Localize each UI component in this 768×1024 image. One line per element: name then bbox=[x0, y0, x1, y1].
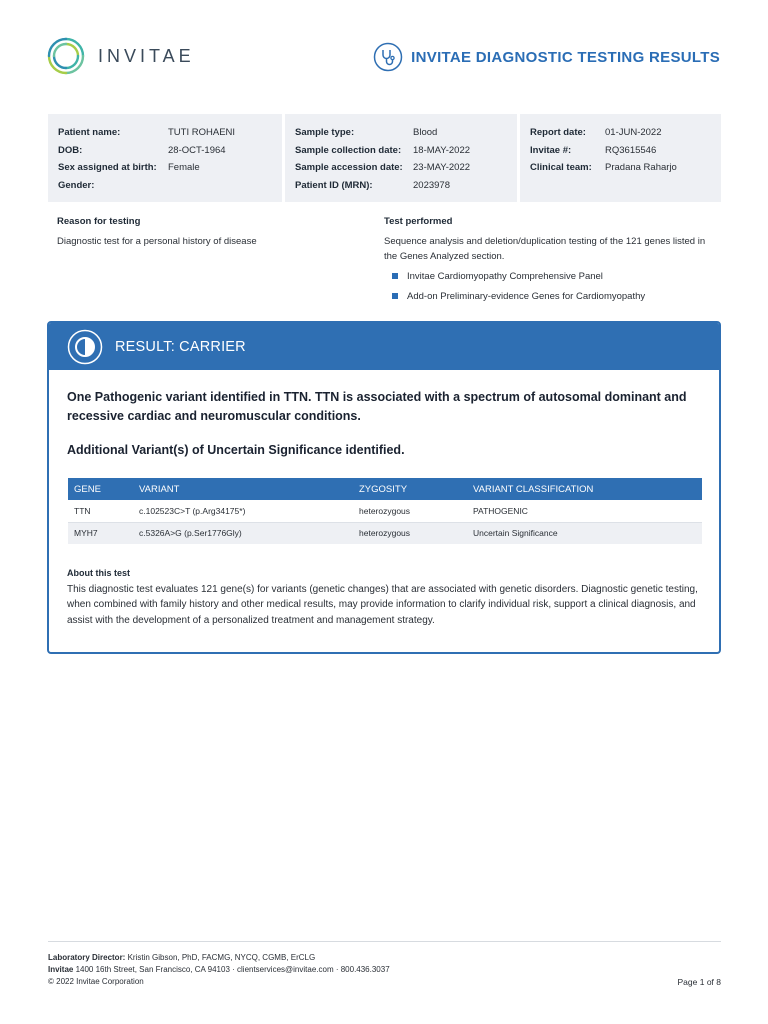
info-row bbox=[58, 177, 272, 195]
info-label: Invitae #: bbox=[530, 144, 572, 156]
patient-info-panel bbox=[48, 114, 721, 202]
classification-cell: PATHOGENIC bbox=[467, 500, 702, 522]
info-row bbox=[530, 142, 711, 160]
gene-cell: MYH7 bbox=[68, 522, 133, 544]
bullet-square-icon bbox=[392, 273, 398, 279]
invitae-logo bbox=[46, 36, 195, 76]
info-row bbox=[58, 142, 272, 160]
info-row bbox=[295, 142, 507, 160]
logo-wordmark: INVITAE bbox=[98, 45, 195, 66]
column-header: VARIANT bbox=[133, 478, 353, 500]
info-value: Female bbox=[168, 162, 200, 173]
column-header: ZYGOSITY bbox=[353, 478, 467, 500]
info-label: Report date: bbox=[530, 127, 586, 138]
additional-finding: Additional Variant(s) of Uncertain Significance identified. bbox=[67, 443, 405, 457]
panel-item bbox=[384, 266, 714, 286]
gene-cell: TTN bbox=[68, 500, 133, 522]
zygosity-cell: heterozygous bbox=[353, 500, 467, 522]
report-title bbox=[373, 42, 720, 72]
table-header-row bbox=[68, 478, 702, 500]
patient-info-column bbox=[48, 114, 282, 202]
variant-cell: c.102523C>T (p.Arg34175*) bbox=[133, 500, 353, 522]
panel-name: Invitae Cardiomyopathy Comprehensive Panel bbox=[407, 270, 603, 282]
test-performed-label: Test performed bbox=[384, 216, 453, 227]
copyright: © 2022 Invitae Corporation bbox=[48, 977, 144, 986]
company-label: Invitae bbox=[48, 965, 74, 974]
info-value: Pradana Raharjo bbox=[605, 162, 677, 173]
info-row bbox=[58, 159, 272, 177]
stethoscope-icon bbox=[373, 42, 403, 72]
info-label: Sex assigned at birth: bbox=[58, 162, 157, 173]
test-performed-text: Sequence analysis and deletion/duplication testing of the 121 genes listed in the Genes Analyzed section. bbox=[384, 236, 706, 262]
reason-text: Diagnostic test for a personal history of disease bbox=[57, 236, 257, 247]
company-line bbox=[48, 964, 721, 976]
carrier-half-circle-icon bbox=[67, 329, 103, 365]
variant-cell: c.5326A>G (p.Ser1776Gly) bbox=[133, 522, 353, 544]
info-label: DOB: bbox=[58, 144, 83, 156]
panel-list bbox=[384, 266, 714, 306]
info-value: RQ3615546 bbox=[605, 144, 657, 156]
info-row bbox=[295, 177, 507, 195]
info-value: 01-JUN-2022 bbox=[605, 127, 662, 138]
bullet-square-icon bbox=[392, 293, 398, 299]
result-header bbox=[49, 323, 719, 370]
reason-label: Reason for testing bbox=[57, 216, 141, 227]
info-row bbox=[295, 124, 507, 142]
info-label: Sample collection date: bbox=[295, 144, 402, 156]
about-text: This diagnostic test evaluates 121 gene(s) for variants (genetic changes) that are associated with genetic disorders. Diagnostic genetic testing, when combined with family history and other medical results, may provide information to clarify individual risk, support a clinical diagnosis, and assist with the development of a personalized treatment and management strategy. bbox=[67, 583, 698, 626]
about-label: About this test bbox=[67, 567, 130, 578]
panel-name: Add-on Preliminary-evidence Genes for Cardiomyopathy bbox=[407, 290, 646, 302]
info-value: 23-MAY-2022 bbox=[413, 162, 471, 173]
info-row bbox=[58, 124, 272, 142]
variant-table bbox=[68, 478, 702, 545]
info-value: 2023978 bbox=[413, 179, 450, 191]
test-performed bbox=[384, 216, 714, 306]
report-title-text: INVITAE DIAGNOSTIC TESTING RESULTS bbox=[411, 48, 720, 66]
panel-item bbox=[384, 286, 714, 306]
classification-cell: Uncertain Significance bbox=[467, 522, 702, 544]
info-label: Sample accession date: bbox=[295, 162, 403, 173]
company-value: 1400 16th Street, San Francisco, CA 94103 · clientservices@invitae.com · 800.436.3037 bbox=[75, 965, 390, 974]
reason-for-testing bbox=[57, 216, 367, 249]
info-row bbox=[295, 159, 507, 177]
table-row bbox=[68, 522, 702, 544]
info-value: 18-MAY-2022 bbox=[413, 144, 471, 156]
director-value: Kristin Gibson, PhD, FACMG, NYCQ, CGMB, ErCLG bbox=[127, 953, 316, 962]
info-value: TUTI ROHAENI bbox=[168, 127, 236, 138]
about-this-test bbox=[67, 568, 701, 629]
sample-info-column bbox=[285, 114, 517, 202]
result-box bbox=[47, 321, 721, 654]
director-label: Laboratory Director: bbox=[48, 953, 126, 962]
info-label: Patient ID (MRN): bbox=[295, 179, 373, 191]
info-value: Blood bbox=[413, 127, 438, 138]
column-header: GENE bbox=[68, 478, 133, 500]
invitae-swirl-icon bbox=[46, 36, 86, 76]
zygosity-cell: heterozygous bbox=[353, 522, 467, 544]
result-body bbox=[49, 370, 719, 628]
table-row bbox=[68, 500, 702, 522]
report-header bbox=[0, 0, 768, 112]
info-label: Clinical team: bbox=[530, 162, 592, 173]
director-line bbox=[48, 952, 721, 964]
info-label: Patient name: bbox=[58, 127, 121, 138]
result-title: RESULT: CARRIER bbox=[115, 338, 246, 355]
info-label: Gender: bbox=[58, 179, 95, 191]
primary-finding: One Pathogenic variant identified in TTN. TTN is associated with a spectrum of autosomal dominant and recessive cardiac and neuromuscular conditions. bbox=[67, 390, 687, 423]
info-row bbox=[530, 159, 711, 177]
page-footer bbox=[48, 941, 721, 988]
column-header: VARIANT CLASSIFICATION bbox=[467, 478, 702, 500]
info-label: Sample type: bbox=[295, 127, 355, 138]
info-row bbox=[530, 124, 711, 142]
info-value: 28-OCT-1964 bbox=[168, 144, 226, 156]
page-number: Page 1 of 8 bbox=[677, 977, 721, 987]
report-info-column bbox=[520, 114, 721, 202]
